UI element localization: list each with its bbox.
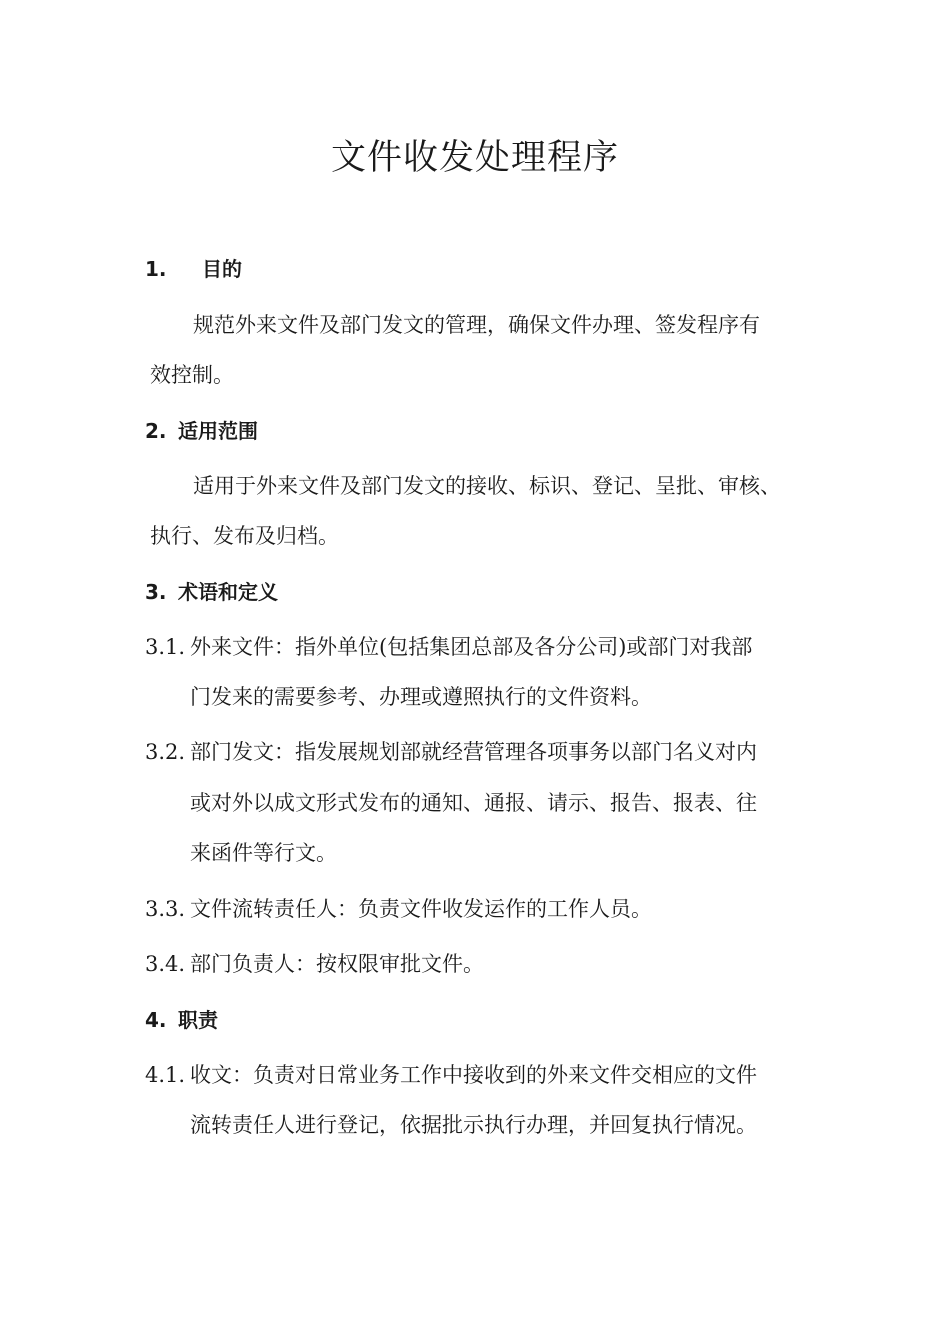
section-1-number: 1. bbox=[145, 257, 167, 281]
item-3-2-text: 部门发文：指发展规划部就经营管理各项事务以部门名义对内 bbox=[190, 740, 757, 764]
item-4-1-text: 收文：负责对日常业务工作中接收到的外来文件交相应的文件 bbox=[190, 1063, 757, 1087]
item-3-3 bbox=[145, 894, 652, 924]
item-4-1-continuation: 流转责任人进行登记，依据批示执行办理，并回复执行情况。 bbox=[190, 1113, 757, 1137]
section-1-paragraph-line: 效控制。 bbox=[150, 363, 234, 387]
item-3-2-continuation: 或对外以成文形式发布的通知、通报、请示、报告、报表、往 bbox=[190, 791, 757, 815]
section-1-paragraph-line: 规范外来文件及部门发文的管理，确保文件办理、签发程序有 bbox=[193, 313, 760, 337]
section-4-title: 职责 bbox=[178, 1008, 218, 1032]
section-3-heading bbox=[145, 577, 278, 607]
page-title: 文件收发处理程序 bbox=[330, 138, 619, 178]
item-3-1-continuation: 门发来的需要参考、办理或遵照执行的文件资料。 bbox=[190, 685, 652, 709]
item-4-1 bbox=[145, 1060, 757, 1090]
section-4-heading bbox=[145, 1005, 218, 1035]
item-3-4 bbox=[145, 949, 484, 979]
section-1-heading bbox=[145, 254, 242, 284]
item-3-1 bbox=[145, 632, 752, 662]
item-3-2-number: 3.2. bbox=[145, 740, 186, 764]
section-2-number: 2. bbox=[145, 419, 167, 443]
section-2-paragraph-line: 执行、发布及归档。 bbox=[150, 524, 339, 548]
section-2-heading bbox=[145, 416, 258, 446]
item-3-1-number: 3.1. bbox=[145, 635, 186, 659]
section-2-title: 适用范围 bbox=[178, 419, 258, 443]
item-3-4-text: 部门负责人：按权限审批文件。 bbox=[190, 952, 484, 976]
item-3-3-number: 3.3. bbox=[145, 897, 186, 921]
item-3-1-text: 外来文件：指外单位(包括集团总部及各分公司)或部门对我部 bbox=[190, 635, 753, 659]
section-4-number: 4. bbox=[145, 1008, 167, 1032]
item-3-4-number: 3.4. bbox=[145, 952, 186, 976]
section-1-title: 目的 bbox=[202, 257, 242, 281]
item-3-2-continuation: 来函件等行文。 bbox=[190, 841, 337, 865]
section-3-number: 3. bbox=[145, 580, 167, 604]
item-3-2 bbox=[145, 737, 757, 767]
section-2-paragraph-line: 适用于外来文件及部门发文的接收、标识、登记、呈批、审核、 bbox=[193, 474, 781, 498]
section-3-title: 术语和定义 bbox=[178, 580, 278, 604]
item-4-1-number: 4.1. bbox=[145, 1063, 186, 1087]
item-3-3-text: 文件流转责任人：负责文件收发运作的工作人员。 bbox=[190, 897, 652, 921]
